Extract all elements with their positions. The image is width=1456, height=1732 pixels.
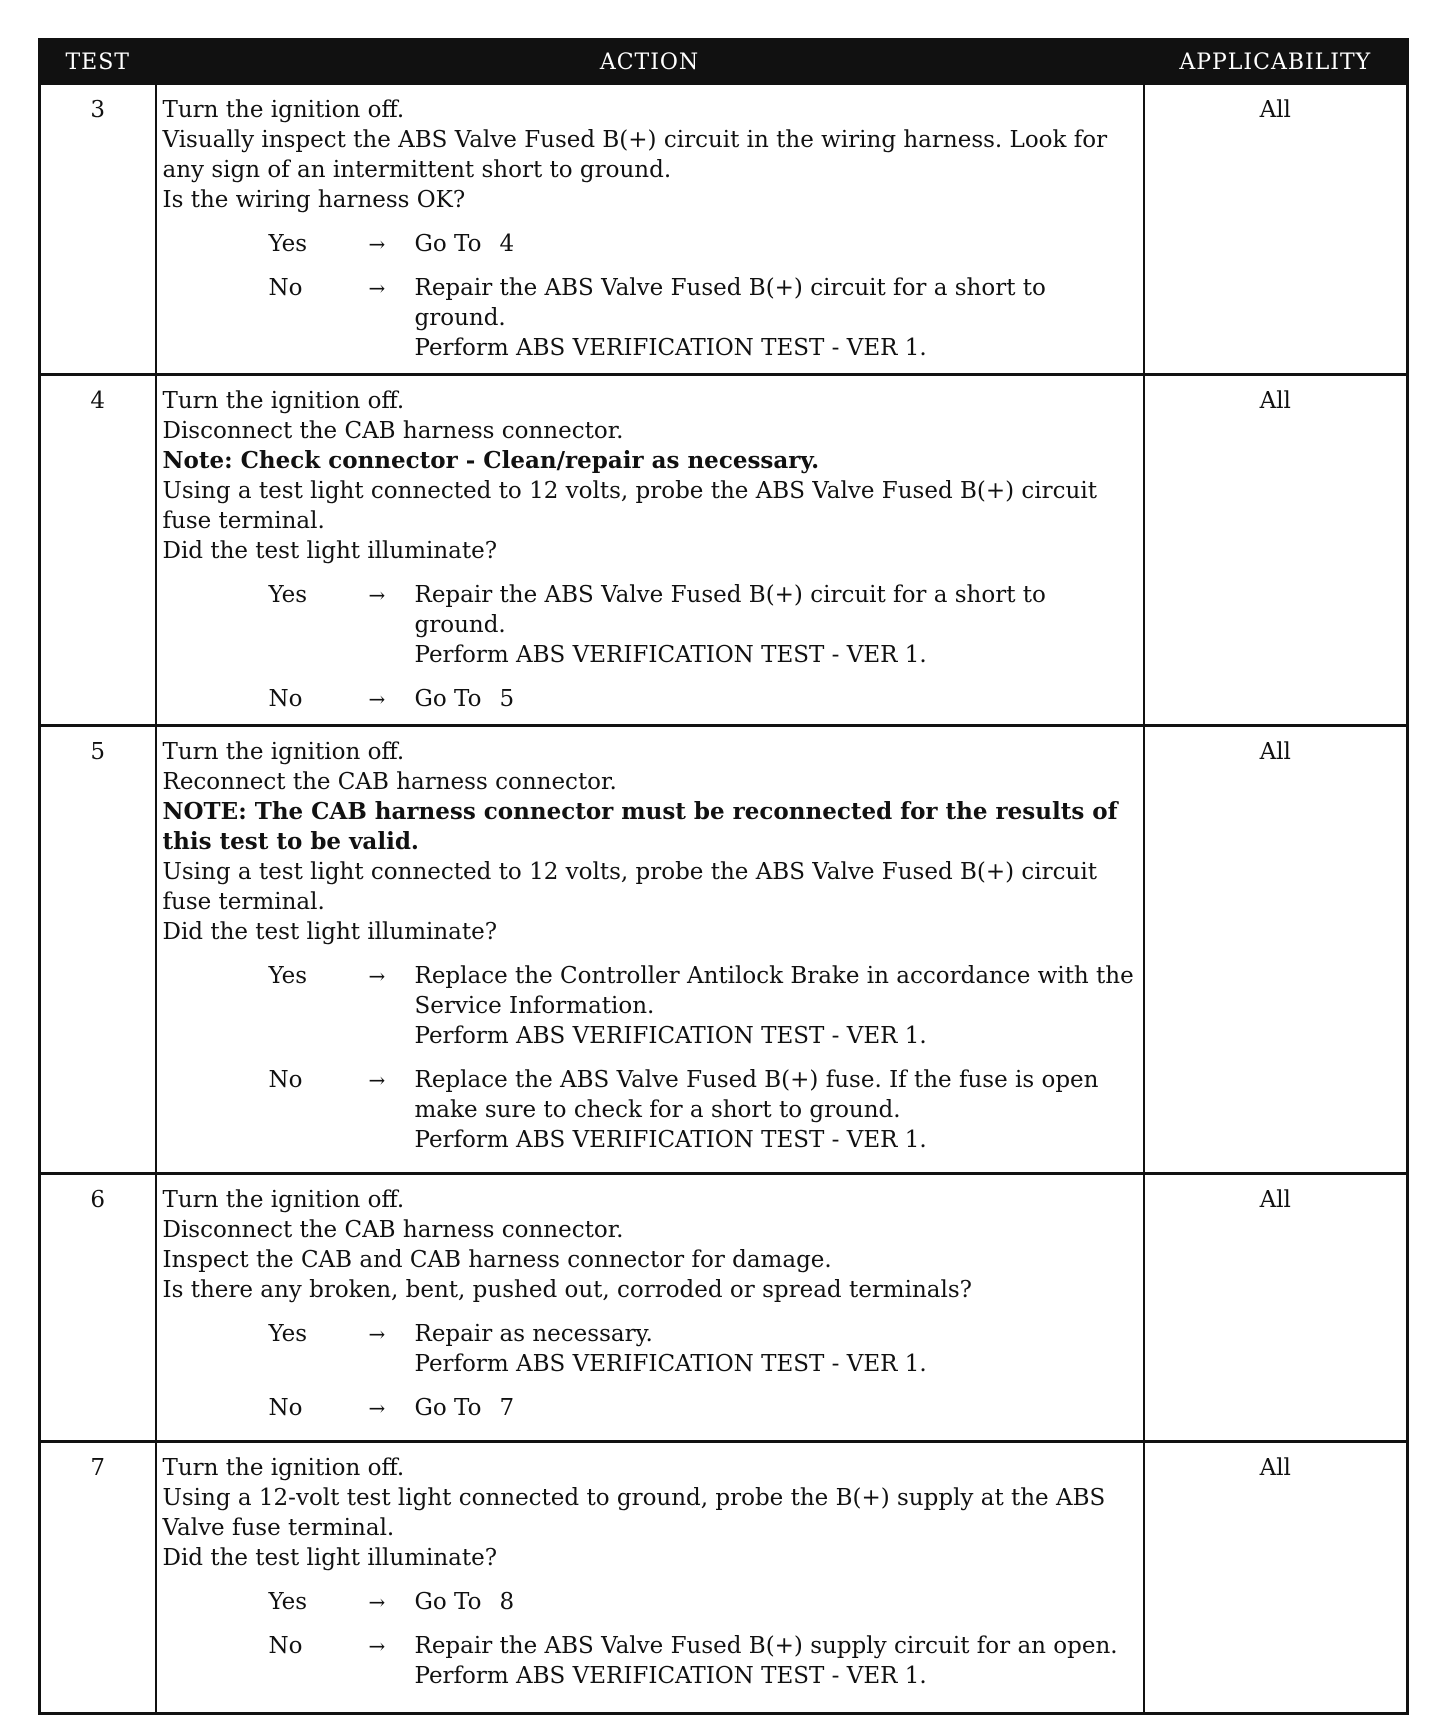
applicability-value: All <box>1144 1442 1408 1714</box>
yes-label: Yes <box>268 1589 308 1615</box>
action-cell <box>156 726 1144 1174</box>
yes-branch <box>163 1319 1137 1379</box>
header-test: TEST <box>40 40 156 85</box>
table-row <box>40 375 1408 726</box>
goto-test-link[interactable]: 7 <box>499 1395 515 1421</box>
no-branch <box>163 273 1137 363</box>
result-line: Perform ABS VERIFICATION TEST - VER 1. <box>414 335 927 361</box>
no-result <box>415 273 1137 363</box>
arrow-icon: → <box>368 1396 386 1420</box>
goto-text: Go To <box>414 1395 482 1421</box>
arrow-icon: → <box>368 583 386 607</box>
action-cell <box>156 1174 1144 1442</box>
diagnostic-table-sheet <box>38 38 1406 1715</box>
note-text: NOTE: The CAB harness connector must be reconnected for the results of this test to be valid. <box>162 798 1118 855</box>
header-applicability: APPLICABILITY <box>1144 40 1408 85</box>
result-line: Perform ABS VERIFICATION TEST - VER 1. <box>414 1663 927 1689</box>
yes-branch <box>163 961 1137 1051</box>
step-text: Is there any broken, bent, pushed out, corroded or spread terminals? <box>162 1277 972 1303</box>
no-branch <box>163 684 1137 714</box>
arrow-icon: → <box>368 276 386 300</box>
step-text: Visually inspect the ABS Valve Fused B(+) circuit in the wiring harness. Look for any sign of an intermittent short to ground. <box>162 127 1108 183</box>
result-line: Perform ABS VERIFICATION TEST - VER 1. <box>414 1023 927 1049</box>
header-action: ACTION <box>156 40 1144 85</box>
no-result <box>415 1393 1137 1423</box>
step-text: Using a test light connected to 12 volts, probe the ABS Valve Fused B(+) circuit fuse terminal. <box>162 478 1097 534</box>
no-result <box>415 1631 1137 1691</box>
no-branch <box>163 1065 1137 1155</box>
step-text: Using a test light connected to 12 volts, probe the ABS Valve Fused B(+) circuit fuse terminal. <box>162 859 1097 915</box>
goto-test-link[interactable]: 5 <box>499 686 515 712</box>
applicability-value: All <box>1144 375 1408 726</box>
step-text: Turn the ignition off. <box>162 1187 405 1213</box>
applicability-value: All <box>1144 1174 1408 1442</box>
test-number: 3 <box>40 84 156 375</box>
no-label: No <box>268 1395 303 1421</box>
no-label: No <box>268 686 303 712</box>
goto-test-link[interactable]: 8 <box>499 1589 515 1615</box>
yes-branch <box>163 580 1137 670</box>
action-cell <box>156 84 1144 375</box>
table-row <box>40 1174 1408 1442</box>
step-text: Inspect the CAB and CAB harness connector for damage. <box>162 1247 832 1273</box>
arrow-icon: → <box>368 1322 386 1346</box>
yes-label: Yes <box>268 1321 308 1347</box>
applicability-value: All <box>1144 726 1408 1174</box>
result-line: Replace the ABS Valve Fused B(+) fuse. If the fuse is open make sure to check for a short to ground. <box>414 1067 1099 1123</box>
diagnostic-test-table <box>38 38 1409 1715</box>
step-text: Disconnect the CAB harness connector. <box>162 418 624 444</box>
step-text: Turn the ignition off. <box>162 97 405 123</box>
goto-test-link[interactable]: 4 <box>499 231 515 257</box>
step-text: Reconnect the CAB harness connector. <box>162 769 617 795</box>
test-number: 6 <box>40 1174 156 1442</box>
table-header <box>40 40 1408 85</box>
step-text: Turn the ignition off. <box>162 1455 405 1481</box>
yes-branch <box>163 229 1137 259</box>
result-line: Repair as necessary. <box>414 1321 653 1347</box>
yes-label: Yes <box>268 582 308 608</box>
arrow-icon: → <box>368 964 386 988</box>
step-text: Disconnect the CAB harness connector. <box>162 1217 624 1243</box>
result-line: Repair the ABS Valve Fused B(+) circuit for a short to ground. <box>414 275 1046 331</box>
no-label: No <box>268 1633 303 1659</box>
no-label: No <box>268 275 303 301</box>
no-branch <box>163 1631 1137 1691</box>
step-text: Using a 12-volt test light connected to ground, probe the B(+) supply at the ABS Valve fuse terminal. <box>162 1485 1106 1541</box>
result-line: Replace the Controller Antilock Brake in accordance with the Service Information. <box>414 963 1134 1019</box>
arrow-icon: → <box>368 1068 386 1092</box>
table-row <box>40 84 1408 375</box>
no-label: No <box>268 1067 303 1093</box>
goto-text: Go To <box>414 686 482 712</box>
yes-result <box>415 1587 1137 1617</box>
goto-text: Go To <box>414 1589 482 1615</box>
yes-label: Yes <box>268 231 308 257</box>
test-number: 5 <box>40 726 156 1174</box>
result-line: Perform ABS VERIFICATION TEST - VER 1. <box>414 1351 927 1377</box>
step-text: Is the wiring harness OK? <box>162 187 466 213</box>
test-number: 7 <box>40 1442 156 1714</box>
step-text: Did the test light illuminate? <box>162 1545 498 1571</box>
yes-result <box>415 961 1137 1051</box>
step-text: Turn the ignition off. <box>162 739 405 765</box>
yes-result <box>415 1319 1137 1379</box>
step-text: Turn the ignition off. <box>162 388 405 414</box>
goto-text: Go To <box>414 231 482 257</box>
yes-branch <box>163 1587 1137 1617</box>
table-row <box>40 726 1408 1174</box>
note-text: Note: Check connector - Clean/repair as necessary. <box>162 447 820 474</box>
no-branch <box>163 1393 1137 1423</box>
action-cell <box>156 375 1144 726</box>
action-cell <box>156 1442 1144 1714</box>
yes-result <box>415 229 1137 259</box>
result-line: Repair the ABS Valve Fused B(+) circuit for a short to ground. <box>414 582 1046 638</box>
result-line: Perform ABS VERIFICATION TEST - VER 1. <box>414 642 927 668</box>
yes-label: Yes <box>268 963 308 989</box>
no-result <box>415 1065 1137 1155</box>
result-line: Perform ABS VERIFICATION TEST - VER 1. <box>414 1127 927 1153</box>
arrow-icon: → <box>368 232 386 256</box>
arrow-icon: → <box>368 1590 386 1614</box>
applicability-value: All <box>1144 84 1408 375</box>
table-row <box>40 1442 1408 1714</box>
arrow-icon: → <box>368 687 386 711</box>
step-text: Did the test light illuminate? <box>162 919 498 945</box>
no-result <box>415 684 1137 714</box>
yes-result <box>415 580 1137 670</box>
arrow-icon: → <box>368 1634 386 1658</box>
result-line: Repair the ABS Valve Fused B(+) supply circuit for an open. <box>414 1633 1118 1659</box>
step-text: Did the test light illuminate? <box>162 538 498 564</box>
test-number: 4 <box>40 375 156 726</box>
